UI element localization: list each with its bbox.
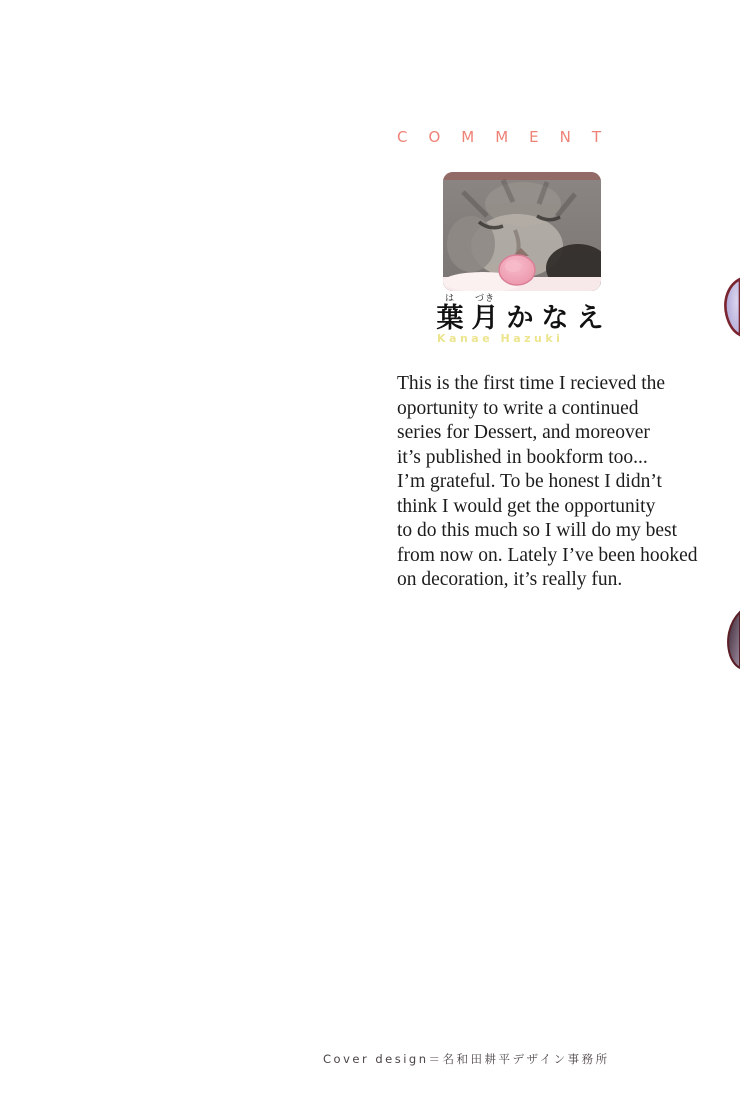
name-char: な <box>541 303 569 333</box>
furigana-ha: は <box>444 293 455 303</box>
comment-line: to do this much so I will do my best <box>397 520 678 541</box>
comment-line: on decoration, it’s really fun. <box>397 569 623 590</box>
cover-design-credit: Cover design＝名和田耕平デザイン事務所 <box>323 1052 610 1066</box>
name-char: え <box>576 303 604 333</box>
page-edge-art-sliver <box>723 610 740 670</box>
comment-line: think I would get the opportunity <box>397 495 656 517</box>
author-photo <box>443 172 601 291</box>
comment-line: from now on. Lately I’ve been hooked <box>397 544 698 566</box>
comment-line: series for Dessert, and moreover <box>397 422 650 443</box>
comment-heading: COMMENT <box>397 128 623 146</box>
name-char: は 葉 <box>436 293 464 333</box>
comment-line: This is the first time I recieved the <box>397 373 666 394</box>
name-char: か <box>506 303 534 333</box>
author-name-kanji <box>435 293 605 333</box>
comment-line: it’s published in bookform too... <box>397 446 648 468</box>
name-char: づき 月 <box>471 293 499 333</box>
author-name-romaji: Kanae Hazuki <box>437 332 564 345</box>
comment-text <box>397 372 717 593</box>
comment-line: I’m grateful. To be honest I didn’t <box>397 471 662 492</box>
comment-line: oportunity to write a continued <box>397 397 639 419</box>
cat-photo-illustration <box>443 172 601 291</box>
page-edge-balloon-sliver <box>721 276 740 338</box>
furigana-zuki: づき <box>474 293 495 303</box>
